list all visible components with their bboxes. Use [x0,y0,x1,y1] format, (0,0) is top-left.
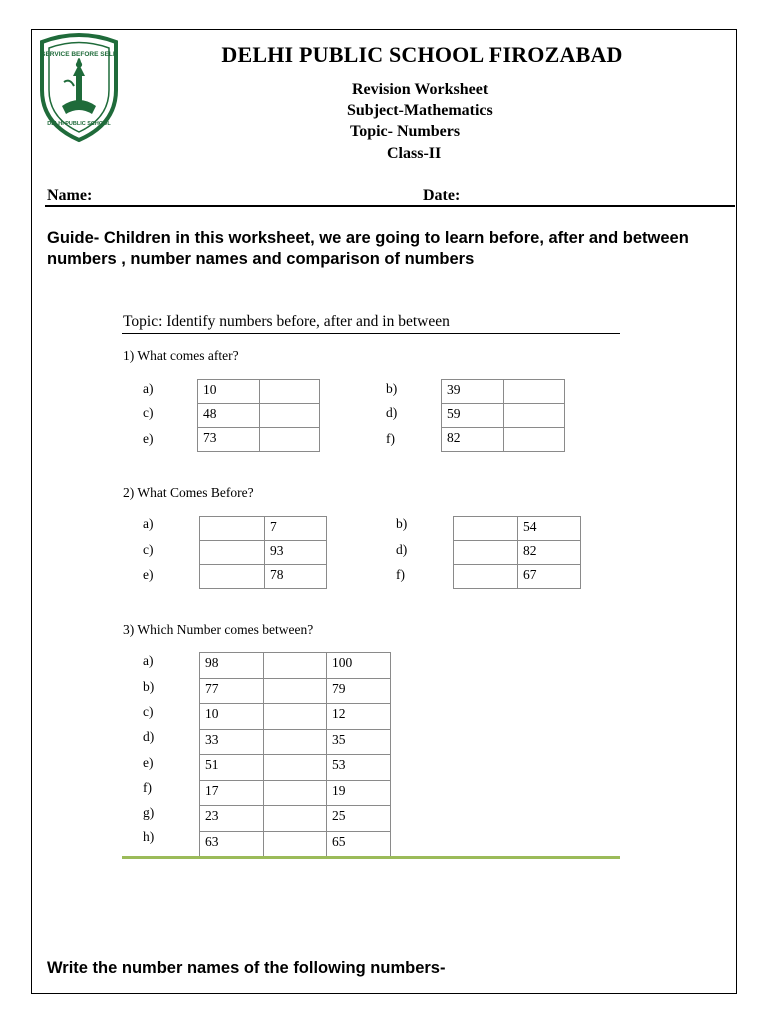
given-number: 100 [327,653,391,679]
table-row [200,678,391,704]
table-row [200,729,391,755]
q3-label-e: e) [143,755,154,770]
logo-top-text: SERVICE BEFORE SELF [41,51,117,58]
given-number: 77 [200,678,264,704]
answer-cell[interactable] [264,704,327,730]
q3-table [199,652,391,857]
table-row [200,541,327,565]
table-row [198,404,320,428]
name-label: Name: [47,187,93,204]
answer-cell[interactable] [454,565,518,589]
table-row [454,541,581,565]
answer-cell[interactable] [260,380,320,404]
subject-line: Subject-Mathematics [347,102,493,119]
table-row [198,380,320,404]
class-line: Class-II [387,145,442,162]
section-divider [122,856,620,859]
answer-cell[interactable] [454,541,518,565]
given-number: 82 [442,428,504,452]
given-number: 93 [265,541,327,565]
q2-label-e: e) [143,567,154,582]
given-number: 59 [442,404,504,428]
answer-cell[interactable] [264,653,327,679]
table-row [442,380,565,404]
school-name: DELHI PUBLIC SCHOOL FIROZABAD [221,42,623,67]
given-number: 19 [327,780,391,806]
given-number: 12 [327,704,391,730]
given-number: 51 [200,755,264,781]
given-number: 35 [327,729,391,755]
table-row [200,780,391,806]
q2-left-table [199,516,327,589]
q3-title: 3) Which Number comes between? [123,622,314,637]
q2-right-table [453,516,581,589]
given-number: 63 [200,831,264,857]
table-row [200,831,391,857]
q1-label-d: d) [386,405,398,420]
q3-label-h: h) [143,829,155,844]
answer-cell[interactable] [260,428,320,452]
q2-label-f: f) [396,567,405,582]
q2-label-c: c) [143,542,154,557]
table-row [442,404,565,428]
q1-title: 1) What comes after? [123,348,239,363]
given-number: 10 [200,704,264,730]
given-number: 53 [327,755,391,781]
given-number: 17 [200,780,264,806]
answer-cell[interactable] [264,678,327,704]
answer-cell[interactable] [200,565,265,589]
given-number: 48 [198,404,260,428]
q3-label-d: d) [143,729,155,744]
given-number: 33 [200,729,264,755]
topic-underline [122,333,620,334]
table-row [442,428,565,452]
given-number: 78 [265,565,327,589]
answer-cell[interactable] [264,729,327,755]
q3-label-c: c) [143,704,154,719]
answer-cell[interactable] [504,404,565,428]
q1-label-e: e) [143,431,154,446]
given-number: 67 [518,565,581,589]
answer-cell[interactable] [200,517,265,541]
table-row [200,806,391,832]
given-number: 54 [518,517,581,541]
q1-left-table [197,379,320,452]
given-number: 10 [198,380,260,404]
answer-cell[interactable] [200,541,265,565]
q2-label-a: a) [143,516,154,531]
header-rule [45,205,735,207]
q3-label-a: a) [143,653,154,668]
given-number: 39 [442,380,504,404]
worksheet-title: Revision Worksheet [352,81,489,98]
q2-title: 2) What Comes Before? [123,485,254,500]
answer-cell[interactable] [264,755,327,781]
guide-text: Guide- Children in this worksheet, we are going to learn before, after and between numbers , number names and comparison of numbers [47,229,689,268]
given-number: 25 [327,806,391,832]
q1-label-a: a) [143,381,154,396]
answer-cell[interactable] [504,428,565,452]
given-number: 23 [200,806,264,832]
section-topic: Topic: Identify numbers before, after and in between [123,313,450,330]
q2-label-b: b) [396,516,408,531]
q1-label-b: b) [386,381,398,396]
q3-label-f: f) [143,780,152,795]
date-label: Date: [423,187,461,204]
table-row [200,517,327,541]
answer-cell[interactable] [504,380,565,404]
given-number: 7 [265,517,327,541]
logo-bottom-text: DELHI PUBLIC SCHOOL [47,121,111,127]
given-number: 73 [198,428,260,452]
table-row [200,704,391,730]
given-number: 79 [327,678,391,704]
table-row [200,653,391,679]
q3-label-b: b) [143,679,155,694]
table-row [454,517,581,541]
q2-label-d: d) [396,542,408,557]
given-number: 98 [200,653,264,679]
answer-cell[interactable] [264,831,327,857]
q1-right-table [441,379,565,452]
table-row [200,565,327,589]
q3-label-g: g) [143,805,155,820]
answer-cell[interactable] [264,806,327,832]
q1-label-c: c) [143,405,154,420]
q1-label-f: f) [386,431,395,446]
table-row [200,755,391,781]
number-names-question: Write the number names of the following numbers- [47,959,446,977]
topic-line: Topic- Numbers [350,123,461,140]
given-number: 65 [327,831,391,857]
answer-cell[interactable] [260,404,320,428]
given-number: 82 [518,541,581,565]
answer-cell[interactable] [454,517,518,541]
answer-cell[interactable] [264,780,327,806]
table-row [454,565,581,589]
table-row [198,428,320,452]
